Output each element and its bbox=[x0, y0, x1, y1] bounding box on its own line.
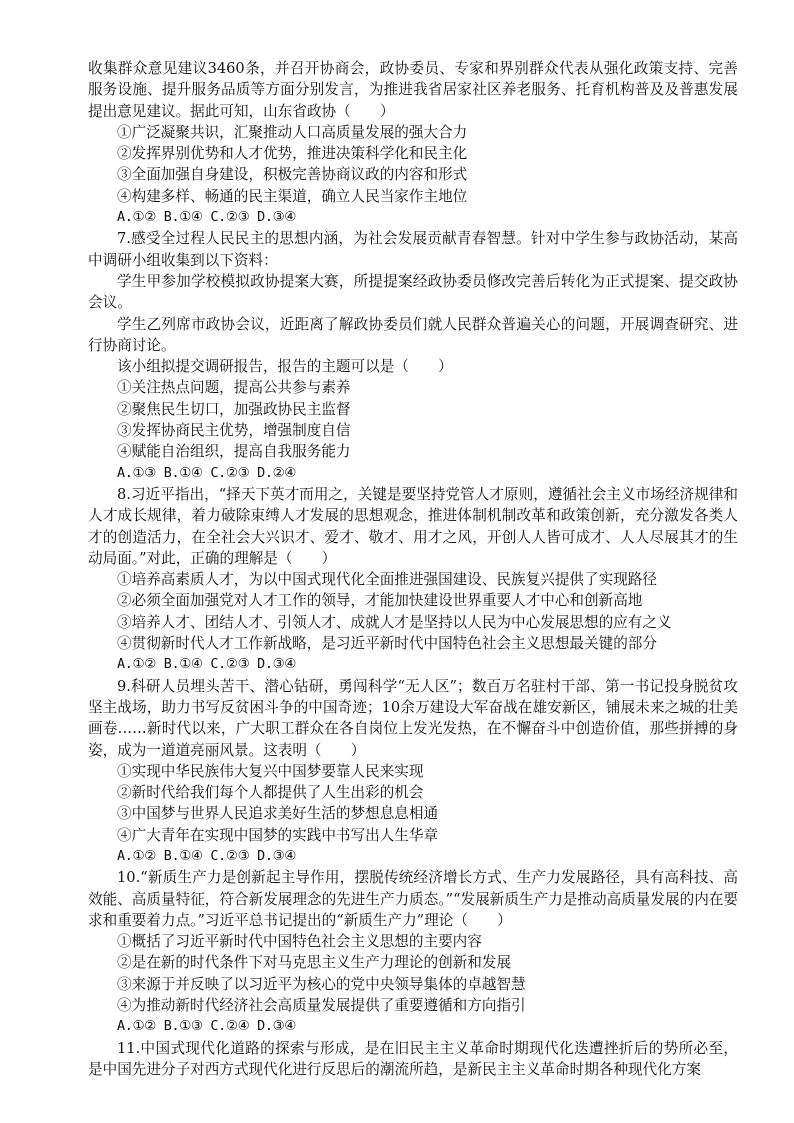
q6-option-1: ①广泛凝聚共识，汇聚推动人口高质量发展的强大合力 bbox=[117, 123, 468, 141]
q7-stem: 7.感受全过程人民民主的思想内涵，为社会发展贡献青春智慧。针对中学生参与政协活动，某高中调研小组收集到以下资料： bbox=[88, 230, 738, 269]
q6-answers: A.①② B.①④ C.②③ D.③④ bbox=[117, 210, 297, 226]
q6-stem: 收集群众意见建议3460条，并召开协商会，政协委员、专家和界别群众代表从强化政策支持、完善服务设施、提升服务品质等方面分别发言，为推进我省居家社区养老服务、托育机构普及及普惠发展提出意见建议。据此可知，山东省政协（ ） bbox=[88, 60, 738, 120]
exam-page bbox=[88, 58, 738, 1080]
q8-option-2: ②必须全面加强党对人才工作的领导，才能加快建设世界重要人才中心和创新高地 bbox=[117, 592, 643, 610]
q7-question: 该小组拟提交调研报告，报告的主题可以是（ ） bbox=[117, 358, 453, 376]
q9-answers: A.①② B.①④ C.②③ D.③④ bbox=[117, 848, 297, 864]
q9-option-2: ②新时代给我们每个人都提供了人生出彩的机会 bbox=[117, 784, 424, 802]
q10-answers: A.①② B.①③ C.②④ D.③④ bbox=[117, 1019, 297, 1035]
q7-answers: A.①③ B.①④ C.②③ D.②④ bbox=[117, 465, 297, 481]
q6-option-3: ③全面加强自身建设，积极完善协商议政的内容和形式 bbox=[117, 166, 468, 184]
q8-option-4: ④贯彻新时代人才工作新战略，是习近平新时代中国特色社会主义思想最关键的部分 bbox=[117, 635, 657, 653]
q8-option-1: ①培养高素质人才，为以中国式现代化全面推进强国建设、民族复兴提供了实现路径 bbox=[117, 571, 657, 589]
q10-option-4: ④为推动新时代经济社会高质量发展提供了重要遵循和方向指引 bbox=[117, 997, 526, 1015]
q7-option-3: ③发挥协商民主优势，增强制度自信 bbox=[117, 422, 351, 440]
q10-option-3: ③来源于并反映了以习近平为核心的党中央领导集体的卓越智慧 bbox=[117, 975, 526, 993]
q6-option-2: ②发挥界别优势和人才优势，推进决策科学化和民主化 bbox=[117, 145, 468, 163]
q7-option-1: ①关注热点问题，提高公共参与素养 bbox=[117, 379, 351, 397]
q8-answers: A.①② B.①④ C.②③ D.③④ bbox=[117, 657, 297, 673]
q10-option-2: ②是在新的时代条件下对马克思主义生产力理论的创新和发展 bbox=[117, 954, 512, 972]
q9-option-1: ①实现中华民族伟大复兴中国梦要靠人民来实现 bbox=[117, 762, 424, 780]
q11-stem: 11.中国式现代化道路的探索与形成，是在旧民主主义革命时期现代化迭遭挫折后的势所必至，是中国先进分子对西方式现代化进行反思后的潮流所趋，是新民主主义革命时期各种现代化方案 bbox=[88, 1039, 738, 1078]
q8-stem: 8.习近平指出，“择天下英才而用之，关键是要坚持党管人才原则，遵循社会主义市场经济规律和人才成长规律，着力破除束缚人才发展的思想观念，推进体制机制改革和政策创新，充分激发各类人才的创造活力，在全社会大兴识才、爱才、敬才、用才之风，开创人人皆可成才、人人尽展其才的生动局面。”对此，正确的理解是（ ） bbox=[88, 485, 738, 567]
q9-stem: 9.科研人员埋头苦干、潜心钻研，勇闯科学“无人区”；数百万名驻村干部、第一书记投身脱贫攻坚主战场，助力书写反贫困斗争的中国奇迹；10余万建设大军奋战在雄安新区，铺展未来之城的壮美画卷……新时代以来，广大职工群众在各自岗位上发光发热，在不懈奋斗中创造价值，那些拼搏的身姿，成为一道道亮丽风景。这表明（ ） bbox=[88, 677, 738, 759]
q7-material-1: 学生甲参加学校模拟政协提案大赛，所提提案经政协委员修改完善后转化为正式提案、提交政协会议。 bbox=[88, 272, 738, 312]
q10-stem: 10.“新质生产力是创新起主导作用，摆脱传统经济增长方式、生产力发展路径，具有高科技、高效能、高质量特征，符合新发展理念的先进生产力质态。”“发展新质生产力是推动高质量发展的内在要求和重要着力点。”习近平总书记提出的“新质生产力”理论（ ） bbox=[88, 869, 738, 929]
q8-option-3: ③培养人才、团结人才、引领人才、成就人才是坚持以人民为中心发展思想的应有之义 bbox=[117, 613, 672, 631]
q7-option-2: ②聚焦民生切口，加强政协民主监督 bbox=[117, 400, 351, 418]
q6-option-4: ④构建多样、畅通的民主渠道，确立人民当家作主地位 bbox=[117, 187, 468, 205]
q7-option-4: ④赋能自治组织，提高自我服务能力 bbox=[117, 443, 351, 461]
q7-material-2: 学生乙列席市政协会议，近距离了解政协委员们就人民群众普遍关心的问题，开展调查研究、进行协商讨论。 bbox=[88, 315, 738, 354]
q10-option-1: ①概括了习近平新时代中国特色社会主义思想的主要内容 bbox=[117, 933, 482, 951]
q9-option-3: ③中国梦与世界人民追求美好生活的梦想息息相通 bbox=[117, 805, 439, 823]
q9-option-4: ④广大青年在实现中国梦的实践中书写出人生华章 bbox=[117, 826, 439, 844]
